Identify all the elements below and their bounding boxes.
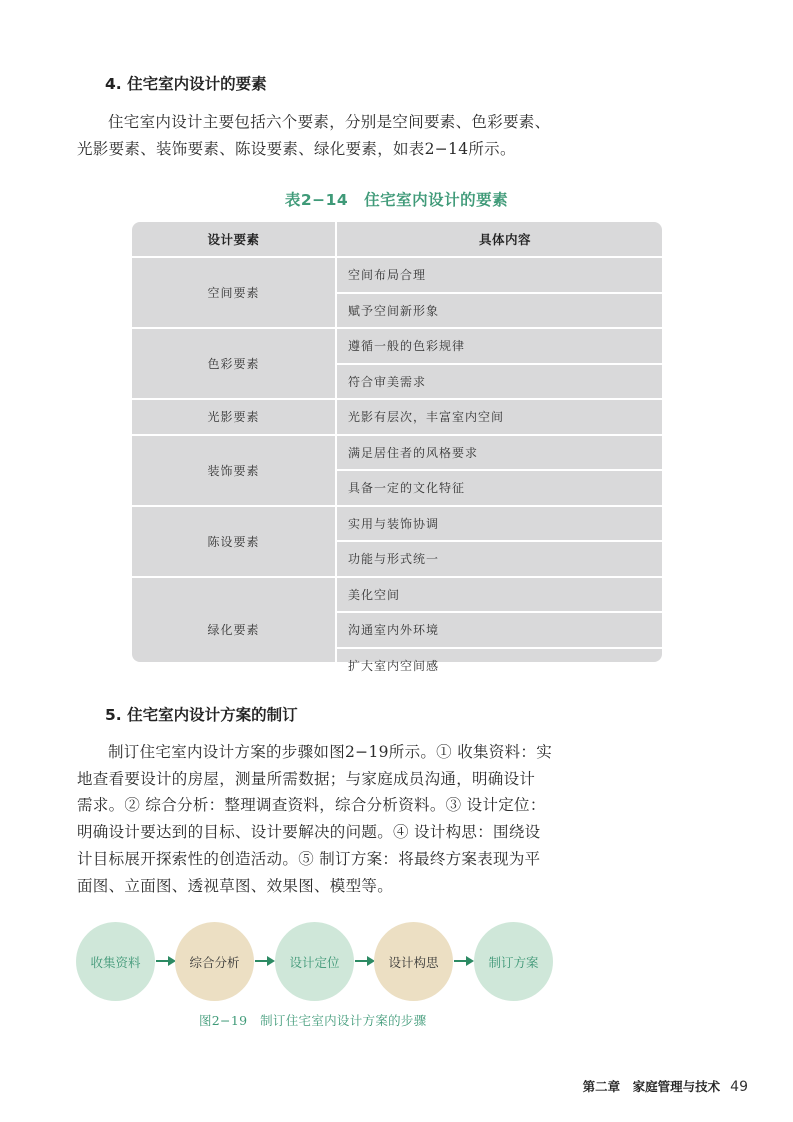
- table-cell-content: 赋予空间新形象: [348, 303, 440, 318]
- section-5-heading: 5. 住宅室内设计方案的制订: [105, 706, 298, 724]
- table-cell-content: 光影有层次，丰富室内空间: [348, 410, 505, 425]
- table-cell-content: 遵循一般的色彩规律: [348, 339, 466, 354]
- flow-arrow: [355, 960, 368, 962]
- section-4-heading: 4. 住宅室内设计的要素: [105, 75, 267, 93]
- table-cell-element: 绿化要素: [207, 623, 260, 638]
- table-cell-element: 光影要素: [207, 410, 260, 425]
- paragraph-line: 计目标展开探索性的创造活动。⑤ 制订方案：将最终方案表现为平: [77, 849, 541, 868]
- paragraph-line: 明确设计要达到的目标、设计要解决的问题。④ 设计构思：围绕设: [77, 823, 541, 842]
- paragraph-line: 制订住宅室内设计方案的步骤如图2−19所示。① 收集资料：实: [108, 743, 553, 761]
- section-4-paragraph: [77, 109, 560, 162]
- section-5-paragraph: [77, 739, 560, 899]
- table-cell-content: 满足居住者的风格要求: [348, 445, 479, 460]
- step-concept: 设计构思: [374, 922, 453, 1001]
- page-footer: [583, 1077, 748, 1095]
- figure-caption: 图2−19 制订住宅室内设计方案的步骤: [199, 1013, 427, 1028]
- table-cell-element: 色彩要素: [207, 357, 260, 371]
- design-elements-table: [132, 222, 662, 673]
- step-collect-data: 收集资料: [76, 922, 155, 1001]
- table-cell-content: 美化空间: [348, 587, 401, 602]
- table-title: 表2−14 住宅室内设计的要素: [284, 191, 509, 209]
- paragraph-line: 住宅室内设计主要包括六个要素，分别是空间要素、色彩要素、: [108, 113, 551, 131]
- table-cell-content: 实用与装饰协调: [348, 516, 440, 531]
- flow-arrow: [255, 960, 268, 962]
- flow-arrow: [156, 960, 169, 962]
- step-analysis: 综合分析: [175, 922, 254, 1001]
- step-positioning: 设计定位: [275, 922, 354, 1001]
- chapter-title: 第二章 家庭管理与技术: [582, 1079, 721, 1094]
- table-cell-content: 空间布局合理: [348, 268, 427, 283]
- flow-arrow: [454, 960, 467, 962]
- paragraph-line: 光影要素、装饰要素、陈设要素、绿化要素，如表2−14所示。: [77, 139, 516, 158]
- table-header-element: 设计要素: [207, 232, 260, 247]
- paragraph-line: 地查看要设计的房屋，测量所需数据；与家庭成员沟通，明确设计: [77, 769, 536, 788]
- table-cell-content: 功能与形式统一: [348, 552, 440, 567]
- table-cell-element: 空间要素: [207, 286, 260, 300]
- table-cell-content: 沟通室内外环境: [348, 623, 440, 638]
- paragraph-line: 面图、立面图、透视草图、效果图、模型等。: [77, 876, 394, 895]
- table-cell-content: 扩大室内空间感: [348, 658, 440, 673]
- table-cell-element: 陈设要素: [207, 534, 260, 549]
- table-header-content: 具体内容: [478, 232, 531, 247]
- table-cell-element: 装饰要素: [207, 463, 260, 478]
- step-make-plan: 制订方案: [474, 922, 553, 1001]
- page-number: 49: [730, 1079, 748, 1095]
- paragraph-line: 需求。② 综合分析：整理调查资料，综合分析资料。③ 设计定位：: [77, 796, 546, 815]
- table-cell-content: 具备一定的文化特征: [348, 481, 466, 496]
- table-cell-content: 符合审美需求: [348, 374, 427, 389]
- table-column-divider: [335, 222, 337, 662]
